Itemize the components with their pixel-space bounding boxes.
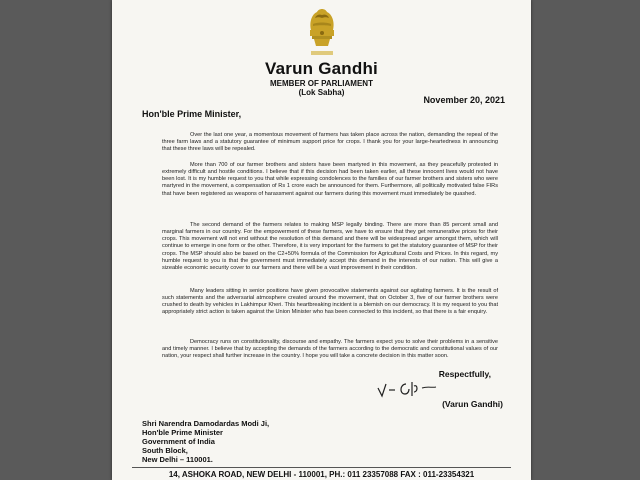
body-paragraph: More than 700 of our farmer brothers and sisters have been martyred in this movement, as they peacefully protested in extremely difficult and hostile conditions. I believe that if this decision had been taken earlier, all these innocent lives would not have been lost. It is my humble request to you that while expressing condolences to the families of our farmer brothers and sisters who were martyred in the movement, a compensation of Rs 1 crore each be announced for them. Furthermore, all politically motivated false FIRs that have been registered as weapons of harassment against our farmers during this movement must immediately be quashed. [162,161,498,197]
footer-divider [132,467,511,468]
handwritten-signature-icon [372,376,442,402]
letter-date: November 20, 2021 [423,95,505,105]
body-paragraph: Democracy runs on constitutionality, discourse and empathy. The farmers expect you to solve their problems in a sensitive and timely manner. I believe that by accepting the demands of the farmers according to the democratic and constitutional values of our nation, your respect shall further increase in the country. I hope you will take a concrete decision in this matter soon. [162,338,498,360]
sender-house: (Lok Sabha) [298,88,345,97]
body-paragraph: Many leaders sitting in senior positions have given provocative statements against our agitating farmers. It is the result of such statements and the adversarial atmosphere created around the movement, that on October 3, five of our farmer brothers were crushed to death by vehicles in Lakhimpur Kheri. This heartbreaking incident is a blemish on our democracy. It is my request to you that appropriately strict action is taken against the Union Minister who has been connected to this incident, so that there is a fair enquiry. [162,287,498,316]
salutation: Hon'ble Prime Minister, [142,109,242,119]
footer-address: 14, ASHOKA ROAD, NEW DELHI - 110001, PH.: 011 23357088 FAX : 011-23354321 [168,470,475,479]
recipient-line: Hon'ble Prime Minister [142,428,223,437]
sender-name: Varun Gandhi [265,59,378,78]
national-emblem-icon [303,4,341,62]
signature-name: (Varun Gandhi) [442,399,503,409]
sender-title: MEMBER OF PARLIAMENT [270,79,373,88]
recipient-line: New Delhi – 110001. [142,455,213,464]
recipient-line: South Block, [142,446,188,455]
body-paragraph: The second demand of the farmers relates to making MSP legally binding. There are more than 85 percent small and marginal farmers in our country. For the empowerment of these farmers, we have to ensure that they get remunerative prices for their crops. This movement will not end without the resolution of this demand and there will be widespread anger amongst them, which will continue to emerge in one form or the other. Therefore, it is very important for the farmers to get the statutory guarantee of MSP for their crops. The MSP should also be based on the C2+50% formula of the Commission for Agricultural Costs and Prices. In this regard, my humble request to you is that the government must immediately accept this demand in the interests of our nation. This will give a sizeable economic security cover to our farmers and there will be a vast improvement in their condition. [162,221,498,272]
recipient-line: Shri Narendra Damodardas Modi Ji, [142,419,270,428]
body-paragraph: Over the last one year, a momentous movement of farmers has taken place across the nation, demanding the repeal of the three farm laws and a statutory guarantee of minimum support price for crops. I thank you for your large-heartedness in announcing that these three laws will be repealed. [162,131,498,153]
closing: Respectfully, [438,369,491,379]
letter-page [112,0,531,480]
recipient-line: Government of India [142,437,215,446]
